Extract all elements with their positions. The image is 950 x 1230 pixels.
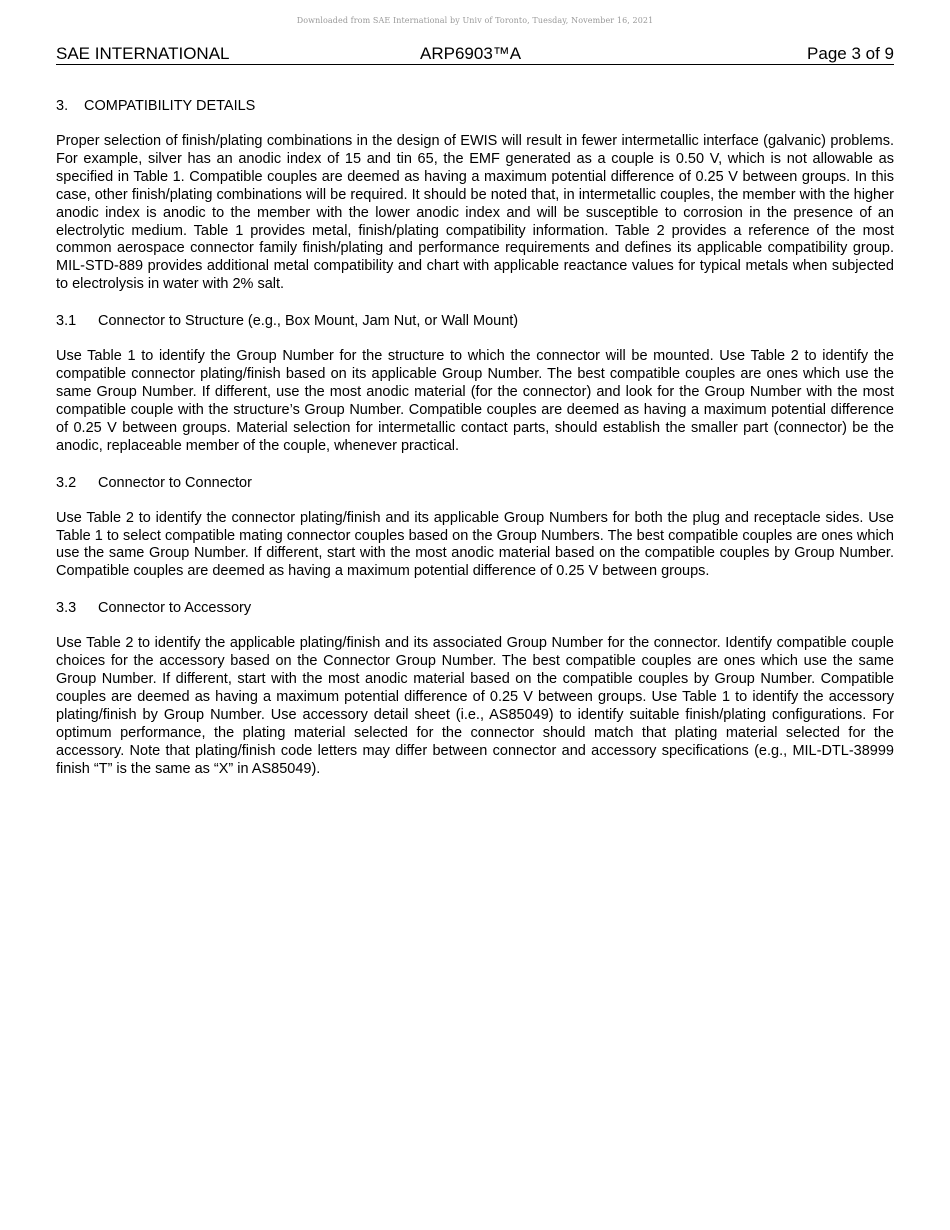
section-3-3-title: Connector to Accessory — [98, 600, 252, 617]
section-3-3-heading — [56, 599, 894, 617]
section-3-1-title: Connector to Structure (e.g., Box Mount, Jam Nut, or Wall Mount) — [98, 313, 519, 330]
header-org: SAE INTERNATIONAL — [56, 44, 230, 63]
section-3-heading — [56, 97, 894, 115]
section-3-3-number: 3.3 — [56, 600, 77, 617]
header-doc-id: ARP6903™A — [420, 44, 522, 63]
page-header — [56, 44, 894, 65]
section-3-1-number: 3.1 — [56, 313, 77, 330]
section-3-1-heading — [56, 312, 894, 330]
section-3-number: 3. — [56, 98, 69, 114]
header-page-number: Page 3 of 9 — [807, 44, 894, 63]
section-3-1-paragraph: Use Table 1 to identify the Group Number for the structure to which the connector will be mounted. Use Table 2 to identify the compatible connector plating/finish based on its applicable Group Number. The best compatible couples are ones which use the same Group Number. If different, use the most anodic material (for the connector) and look for the Group Number with the most compatible couple with the structure’s Group Number. Compatible couples are deemed as having a maximum potential difference of 0.25 V between groups. Material selection for intermetallic contact parts, should establish the smaller part (connector) be the anodic, replaceable member of the couple, whenever practical. — [56, 348, 894, 454]
section-3-2-number: 3.2 — [56, 474, 77, 491]
section-3-3-paragraph: Use Table 2 to identify the applicable plating/finish and its associated Group Number for the connector. Identify compatible couple choices for the accessory based on the Connector Group Number. The best compatible couples are ones which use the same Group Number. If different, start with the most anodic material based on the compatible couples by Group Number. Compatible couples are deemed as having a maximum potential difference of 0.25 V between groups. Use Table 1 to identify the accessory plating/finish by Group Number. Use accessory detail sheet (i.e., AS85049) to identify suitable finish/plating configurations. For optimum performance, the plating material selected for the connector should match that plating material selected for the accessory. Note that plating/finish code letters may differ between connector and accessory specifications (e.g., MIL-DTL-38999 finish “T” is the same as “X” in AS85049). — [56, 635, 894, 777]
document-body — [56, 97, 894, 778]
section-3-2-heading — [56, 474, 894, 492]
download-watermark: Downloaded from SAE International by Univ of Toronto, Tuesday, November 16, 2021 — [296, 16, 654, 25]
section-3-title: COMPATIBILITY DETAILS — [84, 98, 256, 114]
section-3-paragraph: Proper selection of finish/plating combinations in the design of EWIS will result in fewer intermetallic interface (galvanic) problems. For example, silver has an anodic index of 15 and tin 65, the EMF generated as a couple is 0.50 V, which is not allowable as specified in Table 1. Compatible couples are deemed as having a maximum potential difference of 0.25 V between groups. In this case, other finish/plating combinations will be required. It should be noted that, in intermetallic couples, the member with the higher anodic index is anodic to the member with the lower anodic index and will be susceptible to corrosion in the presence of an electrolytic medium. Table 1 provides metal, finish/plating compatibility information. Table 2 provides a reference of the most common aerospace connector family finish/plating and performance requirements and defines its applicable compatibility group. MIL-STD-889 provides additional metal compatibility and chart with applicable reactance values for typical metals when subjected to electrolysis in water with 2% salt. — [56, 133, 894, 293]
section-3-2-title: Connector to Connector — [98, 474, 252, 491]
section-3-2-paragraph: Use Table 2 to identify the connector plating/finish and its applicable Group Numbers for both the plug and receptacle sides. Use Table 1 to select compatible mating connector couples based on the Group Numbers. The best compatible couples are ones which use the same Group Number. If different, start with the most anodic material based on the compatible couples by Group Number. Compatible couples are deemed as having a maximum potential difference of 0.25 V between groups. — [56, 509, 894, 580]
